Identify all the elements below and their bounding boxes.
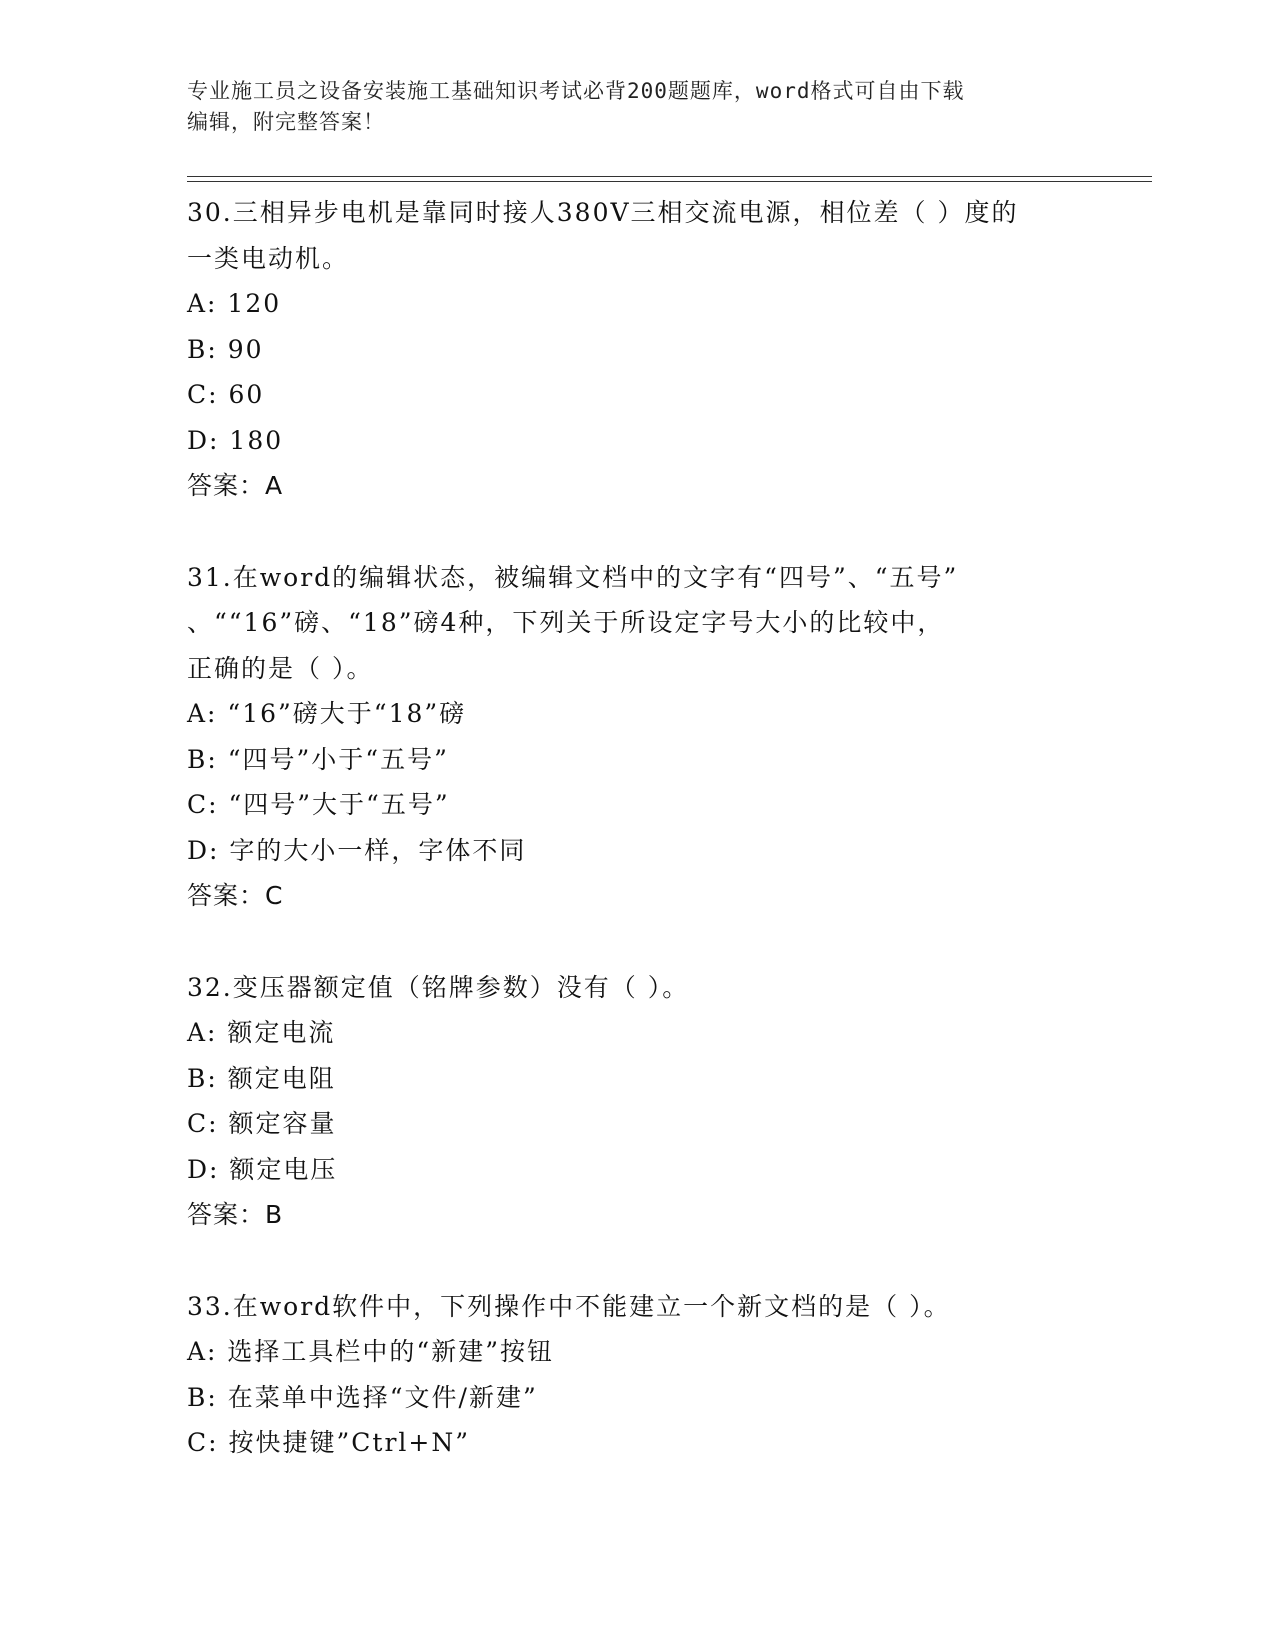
option-b: B: 额定电阻	[187, 1063, 336, 1093]
answer-line: 答案：B	[187, 1200, 284, 1229]
option-c: C: 额定容量	[187, 1109, 337, 1138]
question-list	[187, 190, 1087, 1466]
header-line-2: 编辑，附完整答案！	[187, 110, 385, 134]
question-stem-line: 30.三相异步电机是靠同时接人380V三相交流电源，相位差（ ）度的	[187, 198, 1019, 227]
question-32	[187, 965, 1087, 1238]
option-a: A: 120	[187, 289, 282, 318]
option-d: D: 字的大小一样，字体不同	[187, 835, 527, 865]
option-b: B: “四号”小于“五号”	[187, 744, 449, 774]
option-d: D: 额定电压	[187, 1154, 338, 1184]
question-33	[187, 1284, 1087, 1466]
option-b: B: 在菜单中选择“文件/新建”	[187, 1382, 538, 1412]
option-c: C: “四号”大于“五号”	[187, 790, 450, 819]
header-line-1: 专业施工员之设备安装施工基础知识考试必背200题题库，word格式可自由下载	[187, 79, 965, 103]
option-d: D: 180	[187, 425, 284, 455]
question-spacer	[187, 509, 1087, 555]
header-divider-top	[187, 176, 1152, 177]
question-31	[187, 555, 1087, 919]
question-30	[187, 190, 1087, 509]
question-stem-line: 31.在word的编辑状态，被编辑文档中的文字有“四号”、“五号”	[187, 562, 959, 592]
document-header	[187, 76, 1067, 138]
question-stem-line: 一类电动机。	[187, 243, 350, 273]
header-divider-bottom	[187, 181, 1152, 182]
option-a: A: 额定电流	[187, 1018, 336, 1047]
question-stem-line: 、““16”磅、“18”磅4种，下列关于所设定字号大小的比较中，	[187, 608, 945, 637]
question-spacer	[187, 1238, 1087, 1284]
question-stem-line: 正确的是（ ）。	[187, 653, 374, 683]
option-b: B: 90	[187, 334, 264, 364]
option-c: C: 60	[187, 380, 265, 409]
option-a: A: “16”磅大于“18”磅	[187, 699, 467, 728]
question-spacer	[187, 919, 1087, 965]
answer-line: 答案：A	[187, 471, 284, 500]
question-stem-line: 33.在word软件中，下列操作中不能建立一个新文档的是（ ）。	[187, 1291, 951, 1321]
option-c: C: 按快捷键”Ctrl+N”	[187, 1428, 471, 1457]
answer-line: 答案：C	[187, 881, 284, 910]
question-stem-line: 32.变压器额定值（铭牌参数）没有（ ）。	[187, 972, 690, 1002]
option-a: A: 选择工具栏中的“新建”按钮	[187, 1337, 554, 1366]
